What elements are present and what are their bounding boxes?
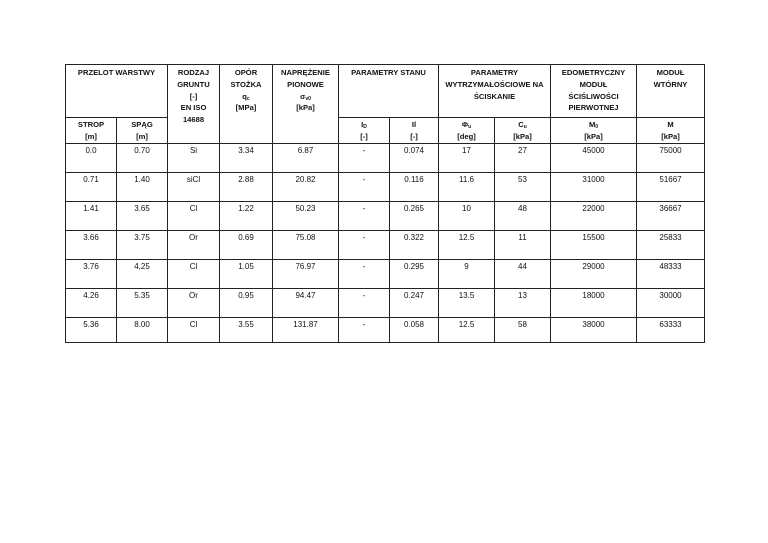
table-cell: Cl xyxy=(168,202,220,231)
table-cell: 4,25 xyxy=(117,260,168,289)
table-cell: 75000 xyxy=(637,144,705,173)
table-cell: Or xyxy=(168,289,220,318)
table-cell: 2.88 xyxy=(220,173,273,202)
header-cone-resistance: OPÓR STOŻKA $q_c$ [MPa] xyxy=(220,65,273,144)
header-row-sub xyxy=(66,118,705,144)
table-cell: 0.95 xyxy=(220,289,273,318)
table-row xyxy=(66,202,705,231)
table-cell: 3.65 xyxy=(117,202,168,231)
table-cell: 12.5 xyxy=(439,318,495,343)
table-cell: 0.295 xyxy=(390,260,439,289)
table-cell: 76.97 xyxy=(273,260,339,289)
header-layer-profile: PRZELOT WARSTWY xyxy=(66,65,168,118)
table-cell: 5.35 xyxy=(117,289,168,318)
table-cell: 15500 xyxy=(551,231,637,260)
header-cu: $C_u$ [kPa] xyxy=(495,118,551,144)
table-cell: 3.55 xyxy=(220,318,273,343)
table-cell: 25833 xyxy=(637,231,705,260)
table-cell: 0.0 xyxy=(66,144,117,173)
table-cell: 94.47 xyxy=(273,289,339,318)
table-cell: 11 xyxy=(495,231,551,260)
table-cell: 6.87 xyxy=(273,144,339,173)
table-cell: 0.074 xyxy=(390,144,439,173)
table-cell: 13.5 xyxy=(439,289,495,318)
table-cell: Cl xyxy=(168,318,220,343)
table-cell: 131.87 xyxy=(273,318,339,343)
table-cell: 58 xyxy=(495,318,551,343)
table-cell: Or xyxy=(168,231,220,260)
header-strength-parameters: PARAMETRY WYTRZYMAŁOŚCIOWE NA ŚCISKANIE xyxy=(439,65,551,118)
table-body xyxy=(66,144,705,343)
table-cell: - xyxy=(339,173,390,202)
table-cell: 31000 xyxy=(551,173,637,202)
table-cell: - xyxy=(339,202,390,231)
header-soil-type: RODZAJ GRUNTU [-] EN ISO 14688 xyxy=(168,65,220,144)
table-cell: 3.76 xyxy=(66,260,117,289)
table-cell: 36667 xyxy=(637,202,705,231)
table-cell: 0.322 xyxy=(390,231,439,260)
header-row-main xyxy=(66,65,705,118)
header-secondary-modulus: MODUŁ WTÓRNY xyxy=(637,65,705,118)
table-cell: 1.40 xyxy=(117,173,168,202)
table-cell: 51667 xyxy=(637,173,705,202)
table-cell: siCl xyxy=(168,173,220,202)
table-cell: 50.23 xyxy=(273,202,339,231)
table-cell: 0.265 xyxy=(390,202,439,231)
table-cell: 27 xyxy=(495,144,551,173)
table-cell: 12.5 xyxy=(439,231,495,260)
table-cell: 4.26 xyxy=(66,289,117,318)
table-cell: 48333 xyxy=(637,260,705,289)
header-oedometric-modulus: EDOMETRYCZNY MODUŁ ŚCIŚLIWOŚCI PIERWOTNEJ xyxy=(551,65,637,118)
table-cell: 38000 xyxy=(551,318,637,343)
table-cell: 13 xyxy=(495,289,551,318)
table-row xyxy=(66,318,705,343)
header-il: Il [-] xyxy=(390,118,439,144)
table-cell: 3.75 xyxy=(117,231,168,260)
table-row xyxy=(66,231,705,260)
table-cell: 10 xyxy=(439,202,495,231)
header-state-parameters: PARAMETRY STANU xyxy=(339,65,439,118)
table-cell: 9 xyxy=(439,260,495,289)
header-phi: $\Phi_u$ [deg] xyxy=(439,118,495,144)
table-cell: 0.70 xyxy=(117,144,168,173)
table-cell: - xyxy=(339,289,390,318)
table-cell: 3.66 xyxy=(66,231,117,260)
header-bottom: SPĄG [m] xyxy=(117,118,168,144)
table-row xyxy=(66,144,705,173)
table-row xyxy=(66,260,705,289)
table-cell: 0.71 xyxy=(66,173,117,202)
table-cell: 44 xyxy=(495,260,551,289)
table-row xyxy=(66,173,705,202)
table-cell: 8.00 xyxy=(117,318,168,343)
table-cell: - xyxy=(339,231,390,260)
table-cell: 45000 xyxy=(551,144,637,173)
table-cell: 53 xyxy=(495,173,551,202)
table-cell: Cl xyxy=(168,260,220,289)
soil-parameters-table xyxy=(65,64,705,343)
table-cell: 0.69 xyxy=(220,231,273,260)
table-cell: Si xyxy=(168,144,220,173)
table-cell: - xyxy=(339,144,390,173)
table-cell: 1.22 xyxy=(220,202,273,231)
table-cell: 63333 xyxy=(637,318,705,343)
table-cell: - xyxy=(339,260,390,289)
header-top: STROP [m] xyxy=(66,118,117,144)
table-cell: 1.41 xyxy=(66,202,117,231)
header-m: M [kPa] xyxy=(637,118,705,144)
table-cell: 48 xyxy=(495,202,551,231)
header-m0: $M_0$ [kPa] xyxy=(551,118,637,144)
table-cell: - xyxy=(339,318,390,343)
table-cell: 29000 xyxy=(551,260,637,289)
table-cell: 17 xyxy=(439,144,495,173)
table-cell: 0.247 xyxy=(390,289,439,318)
table-cell: 0.116 xyxy=(390,173,439,202)
table-cell: 1.05 xyxy=(220,260,273,289)
table-cell: 75.08 xyxy=(273,231,339,260)
table-cell: 11.6 xyxy=(439,173,495,202)
table-cell: 20.82 xyxy=(273,173,339,202)
table-row xyxy=(66,289,705,318)
header-vertical-stress: NAPRĘŻENIE PIONOWE $\sigma_{v0}$ [kPa] xyxy=(273,65,339,144)
table-cell: 0.058 xyxy=(390,318,439,343)
table-cell: 22000 xyxy=(551,202,637,231)
table-cell: 18000 xyxy=(551,289,637,318)
header-id: $I_D$ [-] xyxy=(339,118,390,144)
table-cell: 3.34 xyxy=(220,144,273,173)
table-cell: 5.36 xyxy=(66,318,117,343)
table-cell: 30000 xyxy=(637,289,705,318)
